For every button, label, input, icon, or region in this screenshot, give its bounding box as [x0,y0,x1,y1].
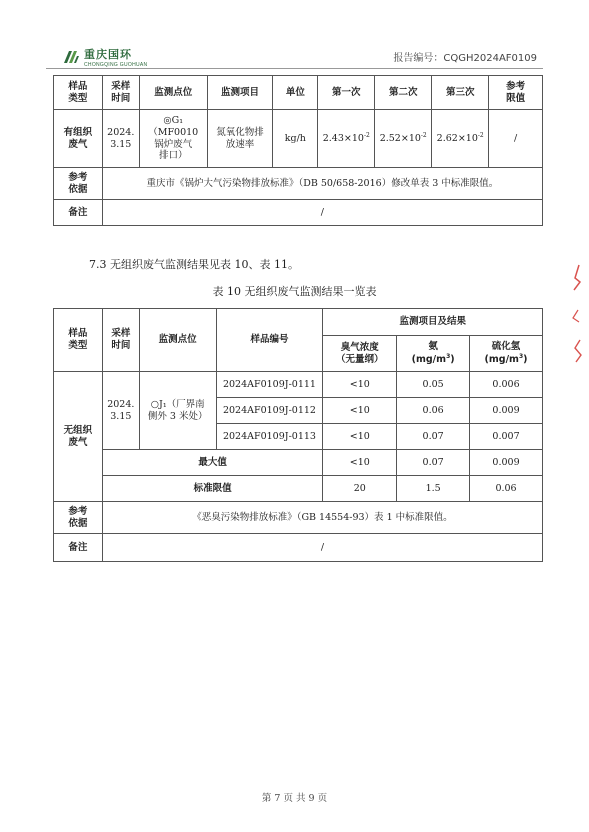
header-first: 第一次 [318,76,375,110]
t10-note-text: / [102,534,542,562]
report-number: 报告编号：CQGH2024AF0109 [393,53,537,64]
seal-stamp-edge [569,260,583,370]
t10-sample-type: 无组织 废气 [54,372,103,502]
t10-odor: <10 [323,424,397,450]
company-logo [62,46,147,68]
table10-header-row1 [54,309,543,336]
header-second: 第二次 [375,76,432,110]
t10-limit-label: 标准限值 [102,476,323,502]
t10-odor: <10 [323,372,397,398]
cell-item: 氮氧化物排 放速率 [207,110,273,168]
t10-nh3: 0.06 [397,398,470,424]
t10-header-code: 样品编号 [216,309,323,372]
t10-code: 2024AF0109J-0112 [216,398,323,424]
cell-second: $2.52\times 10^{-2}$ [375,110,432,168]
t10-point: ○J₁（厂界南 侧外 3 米处） [139,372,216,450]
company-logo-icon [62,49,80,65]
table-continued [53,75,543,226]
table10-max-row [54,450,543,476]
header-sample-time: 采样 时间 [102,76,139,110]
company-name-cn: 重庆国环 [84,48,132,61]
t10-limit-odor: 20 [323,476,397,502]
table10-caption: 表 10 无组织废气监测结果一览表 [212,285,377,298]
t10-header-nh3: 氨 $(mg/m^3)$ [397,336,470,372]
table10-limit-row [54,476,543,502]
header-third: 第三次 [432,76,489,110]
page-footer: 第 7 页 共 9 页 [261,793,328,804]
ref-text: 重庆市《锅炉大气污染物排放标准》（DB 50/658-2016）修改单表 3 中标准限值。 [102,168,542,200]
t10-limit-h2s: 0.06 [470,476,543,502]
cell-point: ◎G₁ （MF0010 锅炉废气 排口） [139,110,207,168]
note-text: / [102,200,542,226]
t10-ref-text: 《恶臭污染物排放标准》（GB 14554-93）表 1 中标准限值。 [102,502,542,534]
ref-label: 参考 依据 [54,168,103,200]
table10-note-row [54,534,543,562]
table-ref-row [54,168,543,200]
t10-h2s: 0.006 [470,372,543,398]
cell-unit: kg/h [273,110,318,168]
company-name-en: CHONGQING GUOHUAN [84,62,148,68]
t10-nh3: 0.07 [397,424,470,450]
t10-header-point: 监测点位 [139,309,216,372]
cell-sample-type: 有组织 废气 [54,110,103,168]
table10 [53,308,543,562]
t10-header-group: 监测项目及结果 [323,309,543,336]
t10-max-odor: <10 [323,450,397,476]
t10-odor: <10 [323,398,397,424]
t10-max-h2s: 0.009 [470,450,543,476]
header-sample-type: 样品 类型 [54,76,103,110]
t10-header-date: 采样 时间 [102,309,139,372]
table-row [54,110,543,168]
t10-note-label: 备注 [54,534,103,562]
t10-h2s: 0.009 [470,398,543,424]
header-unit: 单位 [273,76,318,110]
header-point: 监测点位 [139,76,207,110]
t10-nh3: 0.05 [397,372,470,398]
header-item: 监测项目 [207,76,273,110]
header-limit: 参考 限值 [489,76,543,110]
t10-header-odor: 臭气浓度 （无量纲） [323,336,397,372]
t10-code: 2024AF0109J-0111 [216,372,323,398]
t10-limit-nh3: 1.5 [397,476,470,502]
page-header [46,38,543,69]
table10-ref-row [54,502,543,534]
t10-header-type: 样品 类型 [54,309,103,372]
t10-h2s: 0.007 [470,424,543,450]
t10-code: 2024AF0109J-0113 [216,424,323,450]
t10-max-label: 最大值 [102,450,323,476]
cell-date: 2024. 3.15 [102,110,139,168]
t10-max-nh3: 0.07 [397,450,470,476]
cell-limit: / [489,110,543,168]
t10-date: 2024. 3.15 [102,372,139,450]
t10-header-h2s: 硫化氢 $(mg/m^3)$ [470,336,543,372]
table-row [54,372,543,398]
note-label: 备注 [54,200,103,226]
cell-first: $2.43\times 10^{-2}$ [318,110,375,168]
cell-third: $2.62\times 10^{-2}$ [432,110,489,168]
t10-ref-label: 参考 依据 [54,502,103,534]
table-note-row [54,200,543,226]
table-header-row [54,76,543,110]
section-text: 7.3 无组织废气监测结果见表 10、表 11。 [89,258,299,271]
